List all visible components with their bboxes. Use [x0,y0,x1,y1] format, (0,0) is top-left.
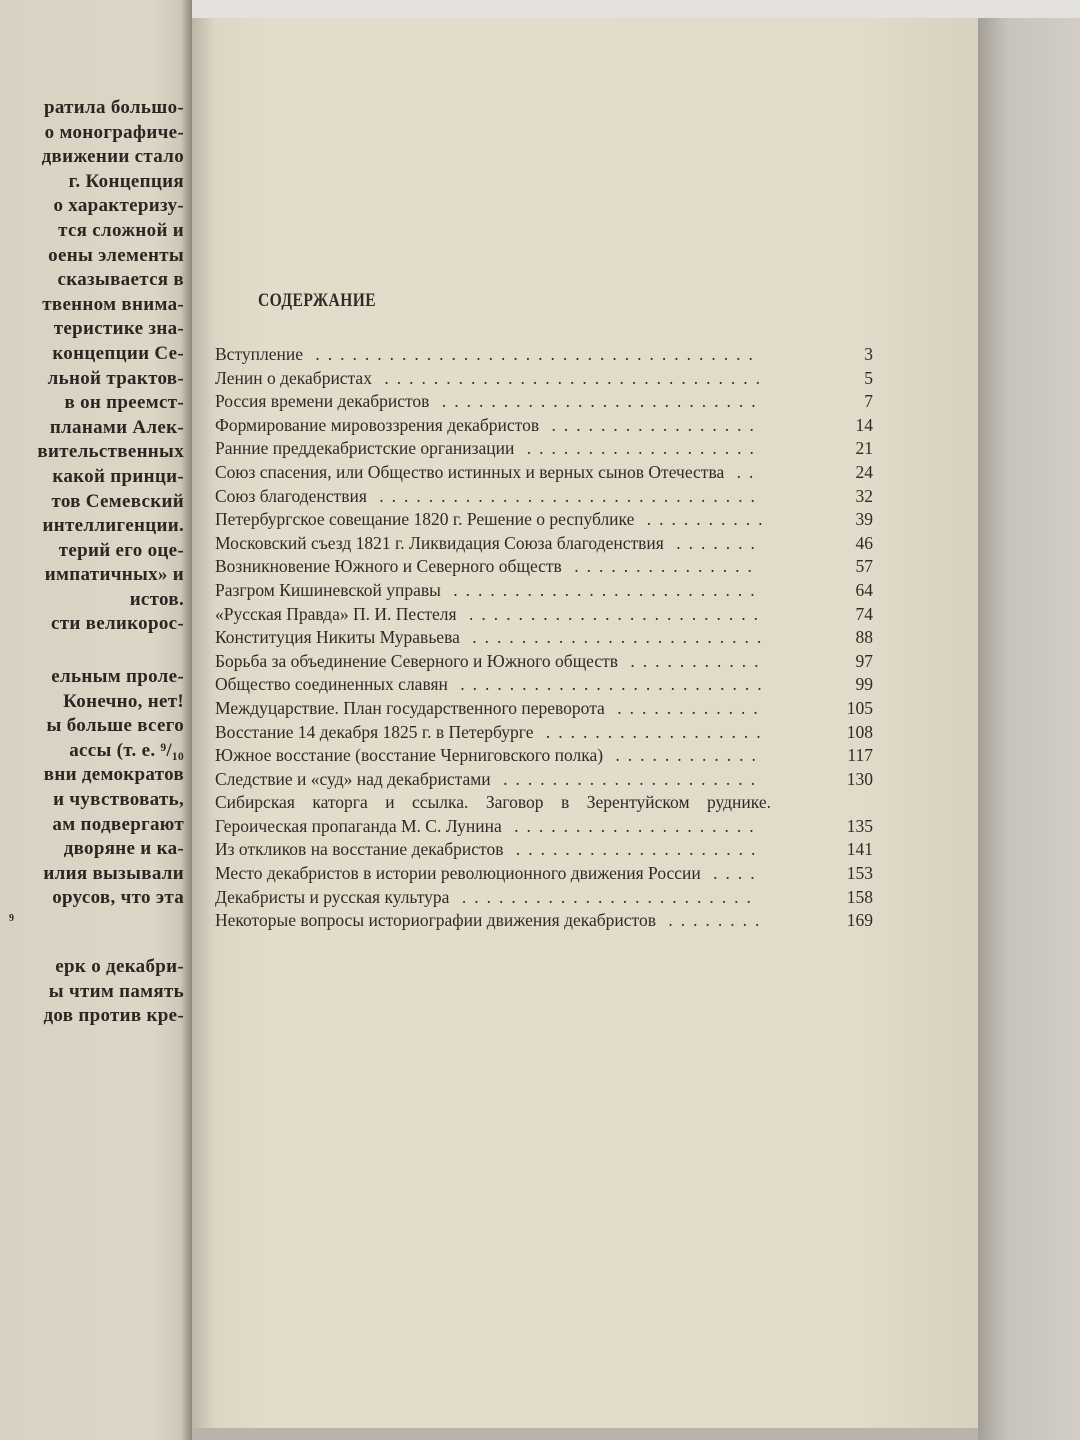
toc-entry-title: Из откликов на восстание декабристов [215,839,504,860]
toc-entry [215,532,873,556]
text-line: ерк о декабри- [55,956,184,977]
toc-entry-title: Сибирская каторга и ссылка. Заговор в Зерентуйском руднике. Героическая пропаганда М. С. Лунина [215,792,771,836]
toc-entry-title: Разгром Кишиневской управы [215,579,441,600]
toc-entry-title: Вступление [215,344,303,364]
toc-entry [215,508,873,532]
toc-entry-page: 169 [846,910,873,931]
toc-entry-page: 97 [855,650,873,671]
dot-leader: ............ [603,745,764,766]
toc-entry [215,886,873,910]
paragraph-gap [0,637,184,665]
toc-entry [215,343,873,367]
toc-entry-title: Место декабристов в истории революционного движения России [215,863,701,884]
text-line: планами Алек- [49,416,184,438]
toc-entry-page: 57 [855,556,873,577]
text-line: ам подвергают [52,813,184,835]
toc-entry [215,626,873,650]
text-line: тов Семевский [51,490,184,512]
text-line: илия вызывали [43,862,184,884]
dot-leader: ........................ [456,603,766,624]
toc-entry-page: 5 [864,367,873,388]
toc-entry [215,367,873,391]
toc-entry [215,485,873,509]
dot-leader: ......................... [447,674,770,695]
text-line: и чувствовать, [53,789,184,811]
text-line: в он преемст- [64,392,184,414]
toc-entry [215,909,873,933]
toc-entry [215,414,873,438]
text-line: вни демократов [43,764,184,786]
toc-entry-title: Некоторые вопросы историографии движения декабристов [215,910,656,931]
toc-entry-title: Возникновение Южного и Северного обществ [215,556,562,577]
text-line: ассы (т. е. ⁹/₁₀ [69,739,184,761]
dot-leader: ........................ [459,627,770,648]
toc-entry [215,862,873,886]
page-edge [978,18,1080,1440]
toc-entry-title: «Русская Правда» П. И. Пестеля [215,603,457,624]
toc-entry-title: Петербургское совещание 1820 г. Решение о республике [215,509,635,530]
toc-entry-title: Союз благоденствия [215,485,367,506]
dot-leader: .......... [634,509,771,530]
left-page-text [0,96,184,1029]
toc-entry [215,697,873,721]
toc-entry [215,744,873,768]
text-line: импатичных» и [44,564,184,586]
toc-entry-title: Декабристы и русская культура [215,886,450,907]
dot-leader: .... [700,863,763,884]
dot-leader: ................... [514,438,762,459]
toc-entry-page: 14 [855,414,873,435]
dot-leader: ..................... [490,768,763,789]
left-page [0,0,192,1440]
dot-leader: ............ [604,697,766,718]
toc-entry-page: 3 [864,344,873,364]
dot-leader: .......................... [429,391,764,412]
toc-entry [215,673,873,697]
toc-entry-page: 7 [864,391,873,412]
dot-leader: ............... [561,556,760,577]
toc-entry-title: Формирование мировоззрения декабристов [215,414,540,435]
text-line: льной трактов- [47,367,184,389]
dot-leader: .................... [503,839,764,860]
text-line: ы чтим память [48,980,184,1002]
toc-entry-page: 135 [846,815,873,836]
text-line: интеллигенции. [42,515,184,537]
page-number: 9 [9,913,14,924]
toc-entry [215,838,873,862]
dot-leader: ............................... [371,367,768,388]
toc-entry-page: 158 [846,886,873,907]
text-line: твенном внима- [42,293,184,315]
toc-title: СОДЕРЖАНИЕ [258,290,377,311]
text-line: сти великорос- [51,613,184,635]
text-line: вительственных [37,441,184,463]
text-line: движении стало [41,146,184,168]
dot-leader: ................. [539,414,762,435]
text-line: орусов, что эта [52,887,184,909]
dot-leader: .................................... [302,344,761,364]
text-line: теристике зна- [53,318,184,340]
toc-entry-title: Россия времени декабристов [215,391,430,412]
toc-entry-page: 130 [846,768,873,789]
dot-leader: .................... [501,815,762,836]
toc-entry-title: Южное восстание (восстание Черниговского полка) [215,745,604,766]
text-line: о монографиче- [44,121,184,143]
toc-entry [215,390,873,414]
dot-leader: .................. [533,721,769,742]
toc-entry-page: 153 [846,863,873,884]
dot-leader: ....... [663,532,763,553]
text-line: оены элементы [48,244,184,266]
text-line: ы больше всего [46,715,184,737]
toc-entry-title: Борьба за объединение Северного и Южного обществ [215,650,619,671]
text-line: ратила большо- [43,97,184,118]
dot-leader: ......................... [440,579,763,600]
toc-entry-title: Ранние преддекабристские организации [215,438,515,459]
text-line: концепции Се- [52,342,184,364]
toc-entry-page: 99 [855,674,873,695]
toc-entry [215,461,873,485]
toc-entry-title: Следствие и «суд» над декабристами [215,768,491,789]
toc-entry-page: 32 [855,485,873,506]
toc-entry [215,579,873,603]
text-line: дов против кре- [43,1005,184,1027]
toc-entry-page: 64 [855,579,873,600]
toc-entry [215,721,873,745]
toc-entry-page: 21 [855,438,873,459]
toc-entry [215,768,873,792]
toc-entry-page: 88 [855,627,873,648]
dot-leader: ........................ [449,886,759,907]
toc-entry-page: 74 [855,603,873,624]
toc-entry-title: Междуцарствие. План государственного переворота [215,697,605,718]
toc-entry [215,650,873,674]
toc-entry-page: 108 [846,721,873,742]
toc-entry-title: Общество соединенных славян [215,674,448,695]
toc-entry-page: 141 [846,839,873,860]
dot-leader: ............................... [366,485,763,506]
toc-entry-title: Ленин о декабристах [215,367,372,388]
text-line: тся сложной и [58,219,184,241]
text-line: истов. [129,588,184,610]
dot-leader: .. [724,461,762,482]
toc-entry [215,603,873,627]
text-line: терий его оце- [58,539,184,561]
toc-entry [215,791,873,838]
dot-leader: ........... [618,650,767,671]
text-line: дворяне и ка- [63,838,184,860]
toc-entry-title: Конституция Никиты Муравьева [215,627,460,648]
toc-entry-page: 117 [847,745,873,766]
text-line: Конечно, нет! [63,690,184,712]
paragraph-gap [0,927,184,955]
toc-entry-title: Восстание 14 декабря 1825 г. в Петербурге [215,721,534,742]
text-line: г. Концепция [68,170,184,192]
toc-entry-page: 105 [846,697,873,718]
toc-entry-page: 24 [855,461,873,482]
text-line: ельным проле- [51,666,184,688]
table-of-contents [215,343,873,933]
toc-entry-page: 39 [855,509,873,530]
text-line: сказывается в [57,269,184,291]
dot-leader: ........ [655,910,768,931]
toc-entry-title: Союз спасения, или Общество истинных и верных сынов Отечества [215,461,725,482]
toc-entry-title: Московский съезд 1821 г. Ликвидация Союза благоденствия [215,532,664,553]
text-line: какой принци- [52,465,184,487]
toc-entry [215,437,873,461]
toc-entry-page: 46 [855,532,873,553]
toc-entry [215,555,873,579]
text-line: о характеризу- [53,195,184,217]
